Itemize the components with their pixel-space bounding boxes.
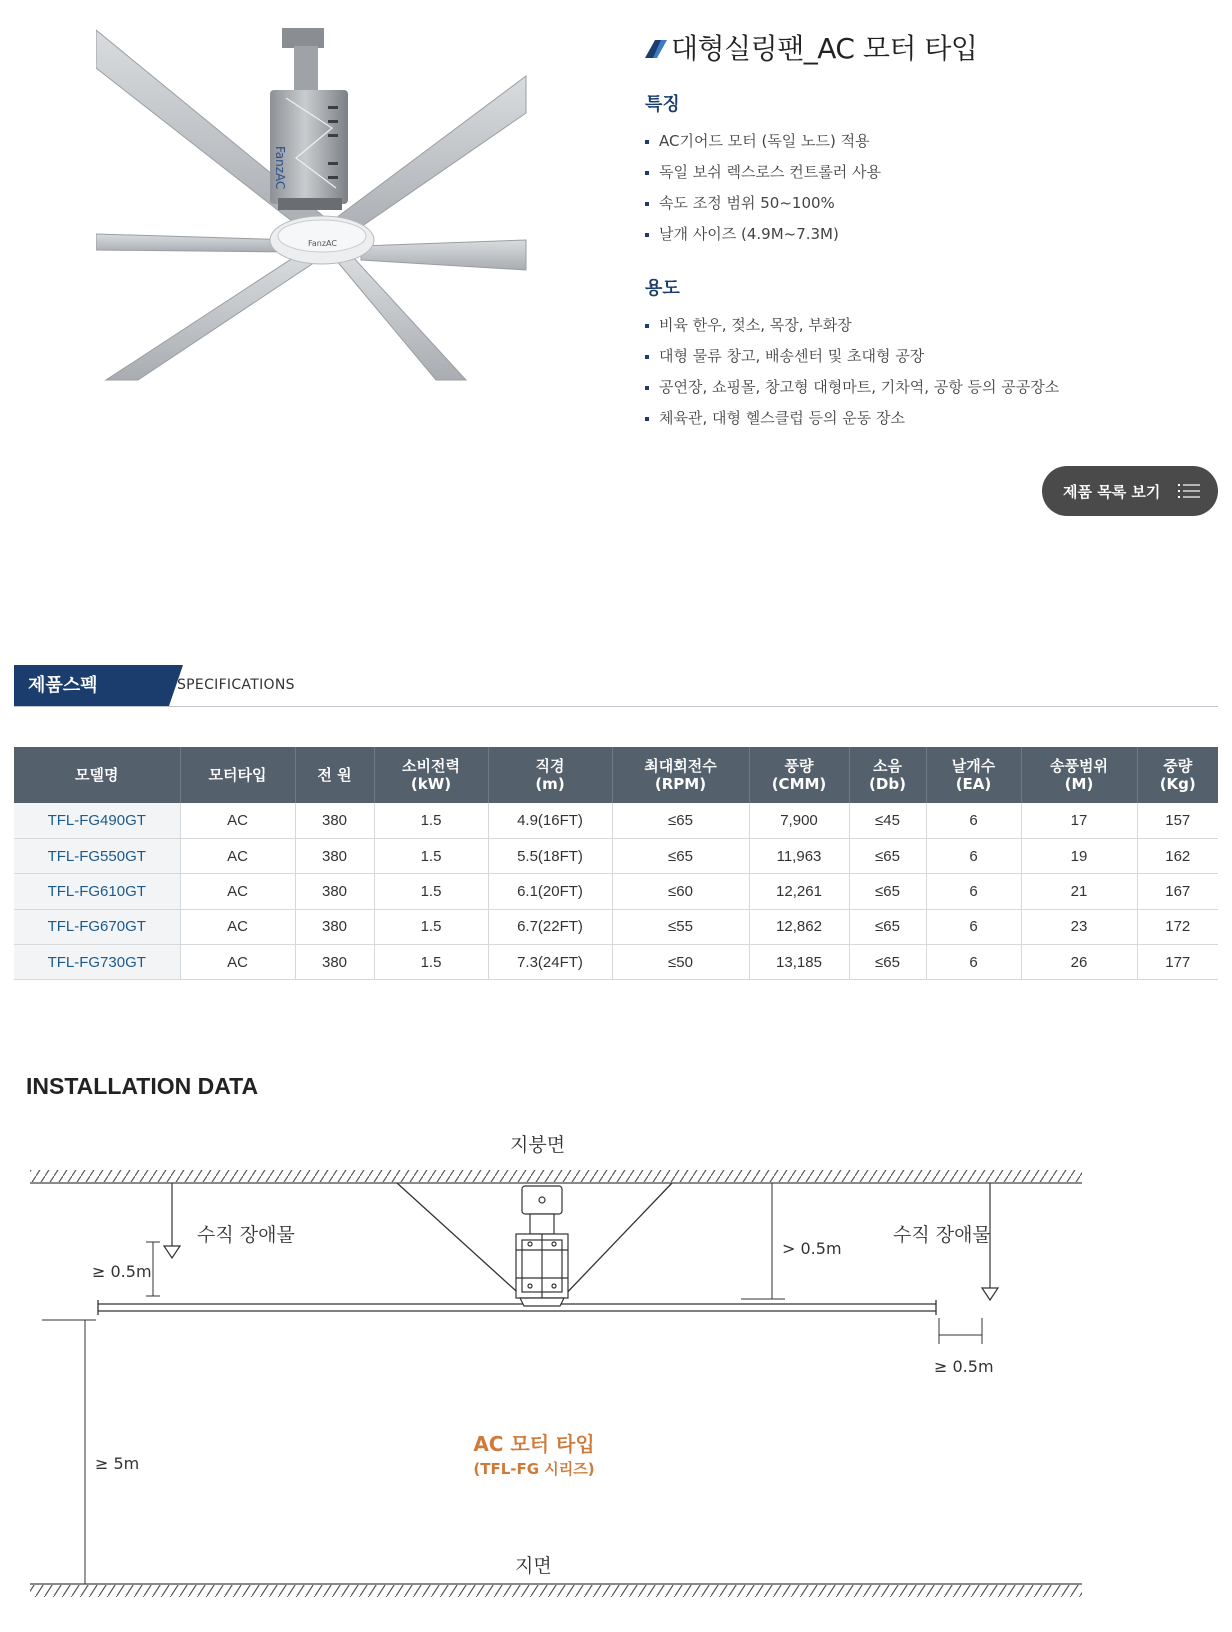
table-cell: 380 — [295, 945, 374, 980]
center-clearance-label: > 0.5m — [782, 1239, 842, 1258]
svg-text:FanzAC: FanzAC — [308, 239, 337, 248]
table-cell: AC — [180, 945, 295, 980]
table-cell: 1.5 — [374, 945, 488, 980]
table-cell: 1.5 — [374, 909, 488, 944]
table-cell: ≤45 — [849, 803, 926, 838]
bullet-icon — [645, 233, 649, 237]
spec-tab: 제품스펙 — [14, 665, 169, 706]
table-header-cell: 최대회전수 (RPM) — [612, 747, 749, 803]
table-cell: AC — [180, 803, 295, 838]
uses-heading: 용도 — [645, 278, 680, 299]
table-cell: ≤55 — [612, 909, 749, 944]
table-header-cell: 중량 (Kg) — [1137, 747, 1218, 803]
table-header-cell: 전 원 — [295, 747, 374, 803]
bullet-icon — [645, 417, 649, 421]
table-cell: 380 — [295, 838, 374, 873]
guy-wire-right — [560, 1183, 672, 1300]
roof-label: 지붕면 — [510, 1134, 566, 1156]
table-cell: 177 — [1137, 945, 1218, 980]
table-cell: 380 — [295, 909, 374, 944]
table-cell: 12,862 — [749, 909, 849, 944]
installation-diagram — [0, 1100, 1232, 1632]
product-list-button[interactable] — [1042, 466, 1218, 516]
table-cell: 11,963 — [749, 838, 849, 873]
spec-subtitle: SPECIFICATIONS — [177, 677, 295, 693]
list-icon — [1178, 483, 1200, 499]
spec-table-body — [14, 803, 1218, 980]
list-item: 독일 보쉬 렉스로스 컨트롤러 사용 — [645, 157, 1205, 188]
guy-wire-left — [397, 1183, 526, 1300]
table-row — [14, 909, 1218, 944]
product-title — [645, 28, 1205, 70]
table-cell: ≤65 — [849, 909, 926, 944]
table-header-cell: 모터타입 — [180, 747, 295, 803]
model-name-cell: TFL-FG670GT — [14, 909, 180, 944]
table-row — [14, 838, 1218, 873]
left-clearance-label: ≥ 0.5m — [92, 1262, 152, 1281]
table-cell: 380 — [295, 803, 374, 838]
series-label: (TFL-FG 시리즈) — [473, 1460, 595, 1478]
table-row — [14, 945, 1218, 980]
table-cell: 162 — [1137, 838, 1218, 873]
table-cell: 6.7(22FT) — [488, 909, 612, 944]
model-name-cell: TFL-FG730GT — [14, 945, 180, 980]
table-header-cell: 송풍범위 (M) — [1021, 747, 1137, 803]
list-item: 체육관, 대형 헬스클럽 등의 운동 장소 — [645, 403, 1205, 434]
left-obstacle-icon — [164, 1246, 180, 1258]
list-item: 공연장, 쇼핑몰, 창고형 대형마트, 기차역, 공항 등의 공공장소 — [645, 372, 1205, 403]
roof-hatch — [30, 1170, 1082, 1182]
product-photo — [96, 28, 546, 398]
table-cell: ≤60 — [612, 874, 749, 909]
table-cell: ≤65 — [612, 838, 749, 873]
model-name-cell: TFL-FG550GT — [14, 838, 180, 873]
table-cell: ≤65 — [849, 945, 926, 980]
table-cell: ≤65 — [849, 874, 926, 909]
table-cell: 1.5 — [374, 803, 488, 838]
list-item: 비육 한우, 젖소, 목장, 부화장 — [645, 310, 1205, 341]
table-cell: 6 — [926, 838, 1021, 873]
height-label: ≥ 5m — [95, 1454, 140, 1473]
table-cell: 6 — [926, 909, 1021, 944]
ceiling-fan-image — [96, 28, 546, 398]
bullet-icon — [645, 355, 649, 359]
features-list — [645, 126, 1205, 250]
table-cell: AC — [180, 909, 295, 944]
table-cell: 4.9(16FT) — [488, 803, 612, 838]
list-item: 날개 사이즈 (4.9M~7.3M) — [645, 219, 1205, 250]
table-cell: ≤50 — [612, 945, 749, 980]
features-heading: 특징 — [645, 94, 680, 115]
table-cell: AC — [180, 874, 295, 909]
installation-title: INSTALLATION DATA — [26, 1073, 259, 1099]
table-row — [14, 803, 1218, 838]
table-cell: 6 — [926, 803, 1021, 838]
spec-table-header — [14, 747, 1218, 803]
table-row — [14, 874, 1218, 909]
right-clearance-label: ≥ 0.5m — [934, 1357, 994, 1376]
table-cell: 6 — [926, 874, 1021, 909]
table-cell: ≤65 — [612, 803, 749, 838]
table-cell: 23 — [1021, 909, 1137, 944]
slash-mark-icon — [645, 40, 667, 58]
table-cell: 13,185 — [749, 945, 849, 980]
table-cell: 172 — [1137, 909, 1218, 944]
bullet-icon — [645, 140, 649, 144]
ground-hatch — [30, 1585, 1082, 1597]
list-item: 속도 조정 범위 50~100% — [645, 188, 1205, 219]
table-header-cell: 소비전력 (kW) — [374, 747, 488, 803]
table-header-cell: 소음 (Db) — [849, 747, 926, 803]
table-cell: 26 — [1021, 945, 1137, 980]
brand-logo-text: FanzAC — [273, 146, 287, 190]
table-cell: 12,261 — [749, 874, 849, 909]
table-cell: 1.5 — [374, 874, 488, 909]
product-title-text: 대형실링팬_AC 모터 타입 — [671, 32, 978, 65]
table-header-cell: 모델명 — [14, 747, 180, 803]
fan-motor-drawing — [516, 1186, 568, 1306]
bullet-icon — [645, 324, 649, 328]
table-cell: 21 — [1021, 874, 1137, 909]
model-name-cell: TFL-FG490GT — [14, 803, 180, 838]
table-cell: 7.3(24FT) — [488, 945, 612, 980]
left-obstacle-label: 수직 장애물 — [197, 1224, 295, 1246]
model-name-cell: TFL-FG610GT — [14, 874, 180, 909]
table-header-cell: 풍량 (CMM) — [749, 747, 849, 803]
table-cell: 7,900 — [749, 803, 849, 838]
bullet-icon — [645, 202, 649, 206]
uses-list — [645, 310, 1205, 434]
table-cell: 157 — [1137, 803, 1218, 838]
table-cell: 6 — [926, 945, 1021, 980]
table-header-cell: 직경 (m) — [488, 747, 612, 803]
table-cell: 380 — [295, 874, 374, 909]
product-list-button-label: 제품 목록 보기 — [1063, 482, 1161, 501]
spec-table — [14, 747, 1218, 980]
table-header-row — [14, 747, 1218, 803]
list-item: AC기어드 모터 (독일 노드) 적용 — [645, 126, 1205, 157]
table-cell: AC — [180, 838, 295, 873]
table-cell: 5.5(18FT) — [488, 838, 612, 873]
table-cell: 167 — [1137, 874, 1218, 909]
table-cell: 1.5 — [374, 838, 488, 873]
bullet-icon — [645, 171, 649, 175]
table-header-cell: 날개수 (EA) — [926, 747, 1021, 803]
spec-section-header — [14, 665, 1218, 707]
product-info — [645, 28, 1205, 434]
table-cell: 19 — [1021, 838, 1137, 873]
table-cell: ≤65 — [849, 838, 926, 873]
right-obstacle-icon — [982, 1288, 998, 1300]
table-cell: 17 — [1021, 803, 1137, 838]
ground-label: 지면 — [515, 1555, 552, 1577]
list-item: 대형 물류 창고, 배송센터 및 초대형 공장 — [645, 341, 1205, 372]
right-obstacle-label: 수직 장애물 — [893, 1224, 991, 1246]
motor-type-label: AC 모터 타입 — [473, 1432, 595, 1456]
table-cell: 6.1(20FT) — [488, 874, 612, 909]
bullet-icon — [645, 386, 649, 390]
